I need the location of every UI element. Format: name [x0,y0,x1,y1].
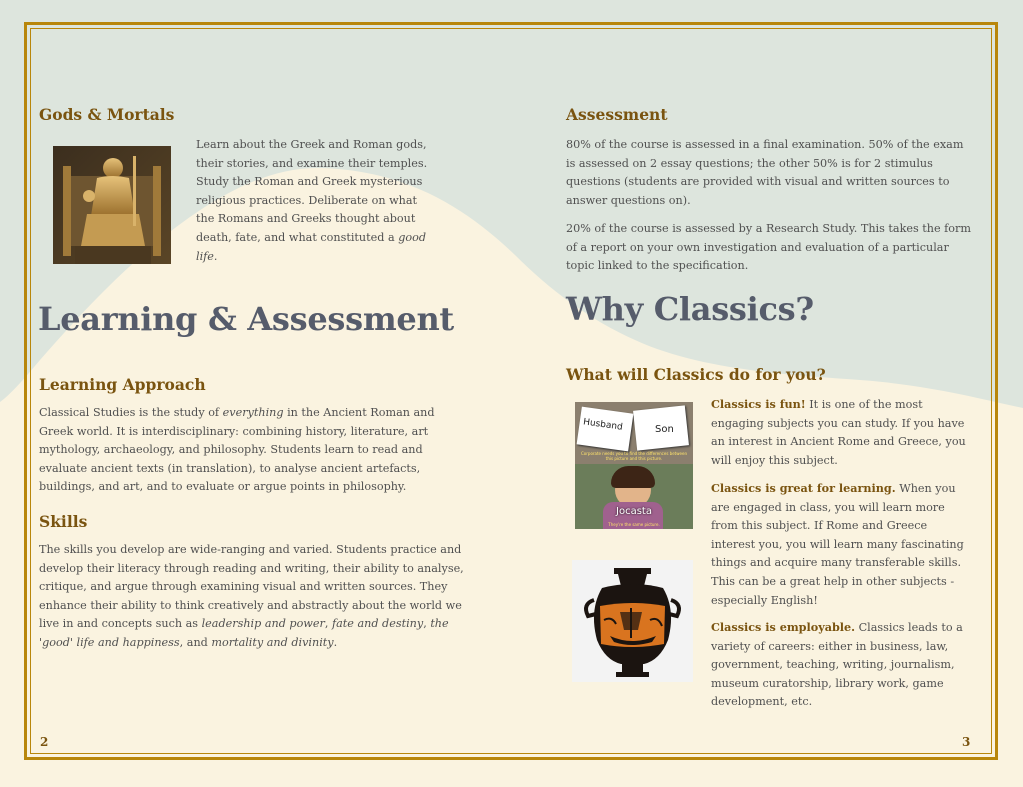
assessment-heading: Assessment [566,105,668,124]
learning-approach-text: Classical Studies is the study of everything in the Ancient Roman and Greek world. It is interdisciplinary: combining history, literature, art mythology, archaeology, and philosophy. Students learn to read and evaluate ancient texts (in translation), to analyse ancient artefacts, buildings, and art, and to evaluate or argue points in philosophy. [39,406,435,494]
page-number-left: 2 [40,735,49,749]
meme-name-jocasta: Jocasta [616,506,652,517]
classics-learning-text: Classics is great for learning. When you are engaged in class, you will learn more from this subject. If Rome and Greece interest you, you will learn many fascinating things and acquire many transferable skills. This can be a great help in other subjects - especially English! [711,481,964,607]
gods-mortals-text: Learn about the Greek and Roman gods, their stories, and examine their temples. Study the Roman and Greek mysterious religious practices. Deliberate on what the Romans and Greeks thought about death, fate, and what constituted a good life. [196,138,428,263]
learning-assessment-title: Learning & Assessment [38,300,454,338]
why-classics-title: Why Classics? [566,290,814,328]
assessment-text-2: 20% of the course is assessed by a Research Study. This takes the form of a report on your own investigation and evaluation of a particular topic linked to the specification. [566,222,971,273]
learning-approach-heading: Learning Approach [39,375,206,394]
meme-card-son: Son [655,424,674,435]
classics-fun-text: Classics is fun! It is one of the most engaging subjects you can study. If you have an interest in Ancient Rome and Greece, you will enjoy this subject. [711,397,966,467]
greek-vase-image [572,560,693,682]
classics-employable-text: Classics is employable. Classics leads to a variety of careers: either in business, law, government, teaching, writing, journalism, museum curatorship, library work, game development, etc. [711,620,963,709]
gods-mortals-heading: Gods & Mortals [39,105,175,124]
meme-caption-bottom: They're the same picture. [608,522,660,527]
meme-card-husband: Husband [582,417,624,433]
skills-text: The skills you develop are wide-ranging and varied. Students practice and develop their literacy through reading and writing, their ability to analyse, critique, and argue through examining visual and written sources. They enhance their ability to think creatively and abstractly about the world we live in and concepts such as leadership and power, fate and destiny, the 'good' life and happiness, and mortality and divinity. [39,543,464,649]
same-picture-meme-image [575,402,693,529]
what-classics-heading: What will Classics do for you? [566,365,826,384]
page-number-right: 3 [962,735,971,749]
meme-caption-top: Corporate needs you to find the differences between this picture and this picture. [581,451,687,461]
skills-heading: Skills [39,512,88,531]
zeus-statue-image [53,146,171,264]
assessment-text-1: 80% of the course is assessed in a final examination. 50% of the exam is assessed on 2 essay questions; the other 50% is for 2 stimulus questions (students are provided with visual and written sources to answer questions on). [566,138,964,207]
